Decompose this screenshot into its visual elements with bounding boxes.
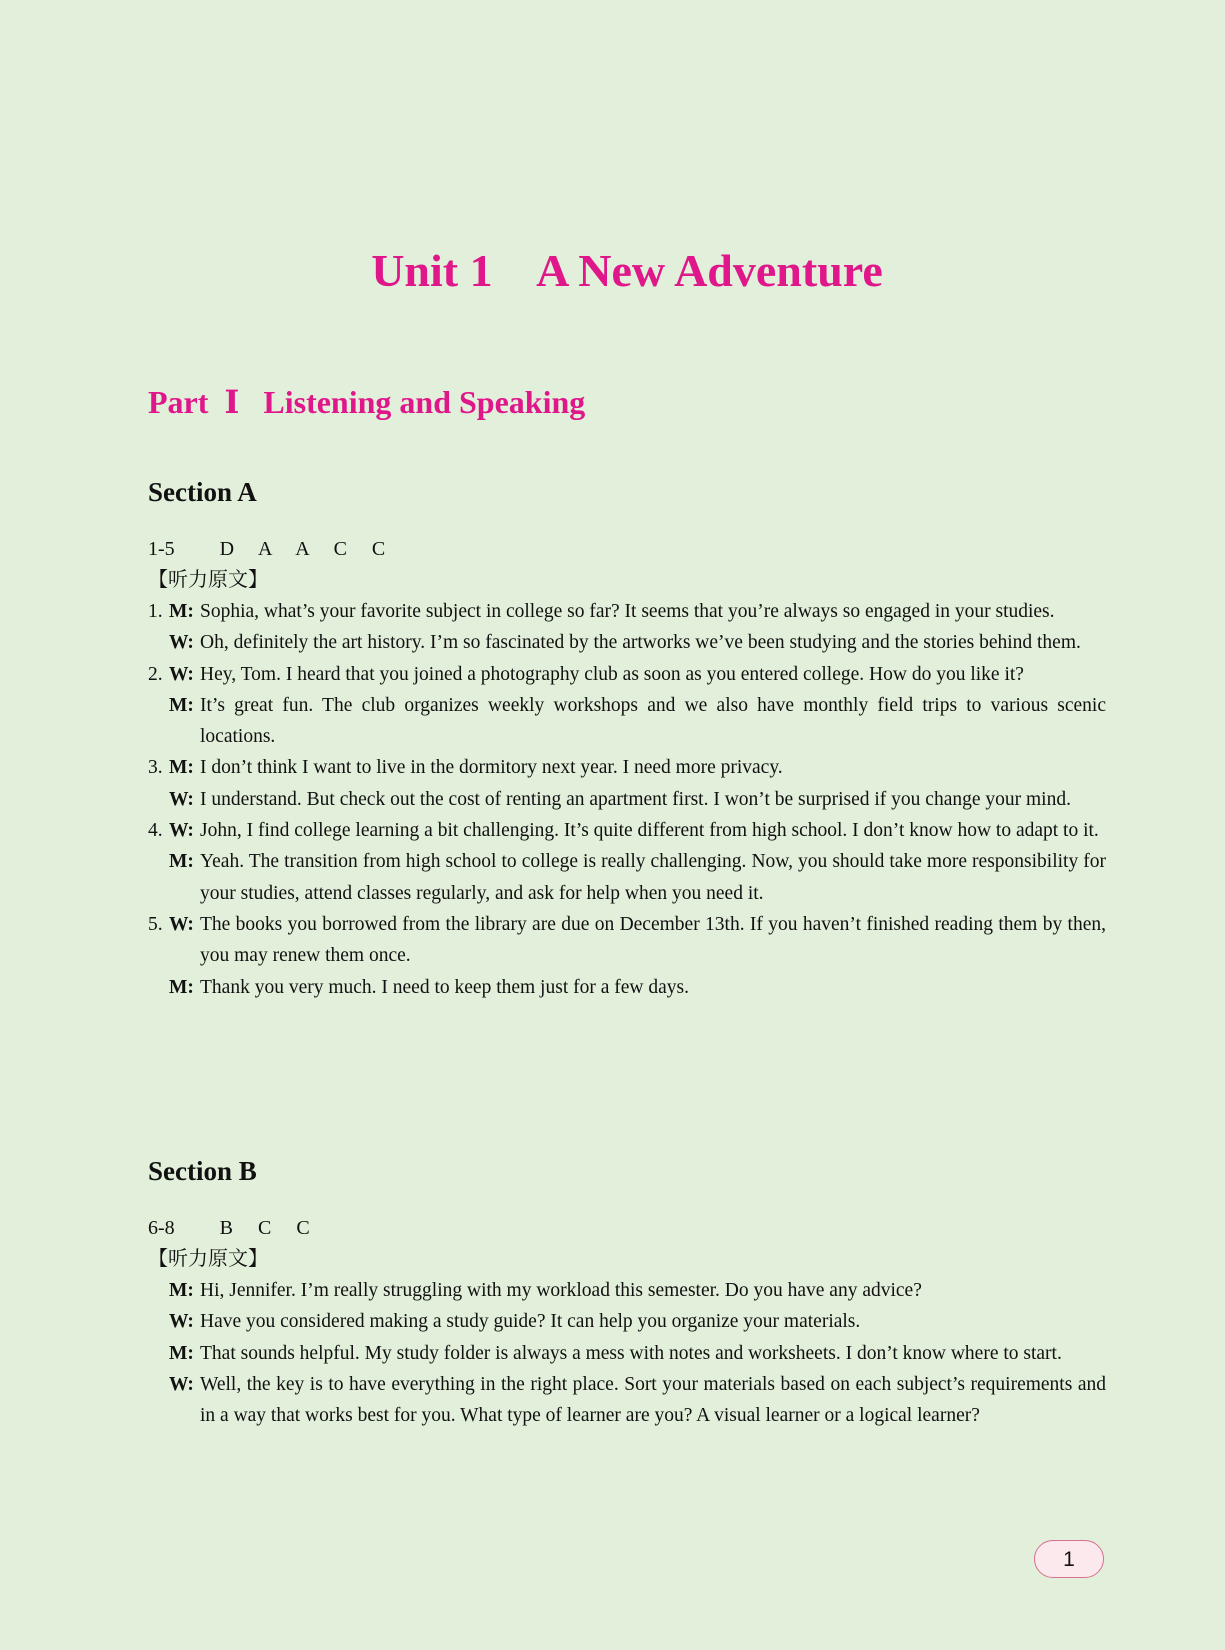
dialogue-line	[148, 1306, 1106, 1337]
item-number: 3.	[148, 757, 163, 779]
dialogue-line	[148, 1338, 1106, 1369]
line-text: Oh, definitely the art history. I’m so fascinated by the artworks we’ve been studying and the stories behind them.	[200, 632, 1081, 654]
section-b-answers: 6-8 B C C	[148, 1217, 310, 1239]
item-number: 5.	[148, 913, 163, 935]
speaker-label: M:	[169, 851, 194, 873]
dialogue-line	[148, 846, 1106, 909]
line-text: Sophia, what’s your favorite subject in college so far? It seems that you’re always so engaged in your studies.	[200, 601, 1055, 622]
speaker-label: W:	[169, 788, 194, 810]
dialogue-line	[148, 596, 1106, 627]
speaker-label: M:	[169, 1280, 194, 1301]
speaker-label: M:	[169, 976, 194, 998]
unit-title: Unit 1 A New Adventure	[371, 245, 883, 296]
line-text: I understand. But check out the cost of renting an apartment first. I won’t be surprised if you change your mind.	[200, 788, 1071, 810]
dialogue-line	[148, 752, 1106, 783]
dialogue-line	[148, 909, 1106, 972]
part-title: Part Ⅰ Listening and Speaking	[148, 384, 586, 420]
page-number: 1	[1034, 1540, 1104, 1578]
speaker-label: M:	[169, 694, 194, 716]
section-a-heading: Section A	[148, 477, 257, 507]
line-text: It’s great fun. The club organizes weekly workshops and we also have monthly field trips to various scenic locations.	[200, 694, 1106, 748]
line-text: Well, the key is to have everything in the right place. Sort your materials based on each subject’s requirements and in a way that works best for you. What type of learner are you? A visual learner or a logical learner?	[200, 1373, 1106, 1427]
item-number: 1.	[148, 601, 163, 622]
speaker-label: W:	[169, 1311, 194, 1333]
item-number: 2.	[148, 663, 163, 685]
section-b-dialogue	[148, 1275, 1106, 1431]
line-text: Have you considered making a study guide? It can help you organize your materials.	[200, 1311, 861, 1333]
dialogue-line	[148, 690, 1106, 753]
dialogue-line	[148, 972, 1106, 1003]
item-number: 4.	[148, 820, 163, 842]
dialogue-line	[148, 784, 1106, 815]
dialogue-line	[148, 659, 1106, 690]
section-a-dialogues	[148, 596, 1106, 1003]
speaker-label: M:	[169, 757, 194, 779]
line-text: That sounds helpful. My study folder is always a mess with notes and worksheets. I don’t know where to start.	[200, 1342, 1062, 1364]
speaker-label: M:	[169, 1342, 194, 1364]
line-text: John, I find college learning a bit challenging. It’s quite different from high school. I don’t know how to adapt to it.	[200, 820, 1099, 842]
section-b-transcript-label: 【听力原文】	[148, 1246, 268, 1270]
dialogue-line	[148, 1275, 1106, 1306]
line-text: Thank you very much. I need to keep them just for a few days.	[200, 976, 689, 998]
line-text: I don’t think I want to live in the dormitory next year. I need more privacy.	[200, 757, 783, 779]
speaker-label: W:	[169, 913, 194, 935]
section-b-heading: Section B	[148, 1156, 257, 1186]
speaker-label: W:	[169, 663, 194, 685]
speaker-label: W:	[169, 632, 194, 654]
line-text: The books you borrowed from the library are due on December 13th. If you haven’t finished reading them by then, you may renew them once.	[200, 913, 1106, 967]
dialogue-line	[148, 815, 1106, 846]
line-text: Hey, Tom. I heard that you joined a photography club as soon as you entered college. How do you like it?	[200, 663, 1024, 685]
speaker-label: W:	[169, 820, 194, 842]
dialogue-line	[148, 1369, 1106, 1432]
section-a-transcript-label: 【听力原文】	[148, 567, 268, 591]
dialogue-line	[148, 627, 1106, 658]
line-text: Hi, Jennifer. I’m really struggling with my workload this semester. Do you have any advice?	[200, 1280, 922, 1301]
speaker-label: W:	[169, 1373, 194, 1395]
section-a-answers: 1-5 D A A C C	[148, 538, 386, 560]
speaker-label: M:	[169, 601, 194, 622]
line-text: Yeah. The transition from high school to college is really challenging. Now, you should take more responsibility for your studies, attend classes regularly, and ask for help when you need it.	[200, 851, 1106, 904]
